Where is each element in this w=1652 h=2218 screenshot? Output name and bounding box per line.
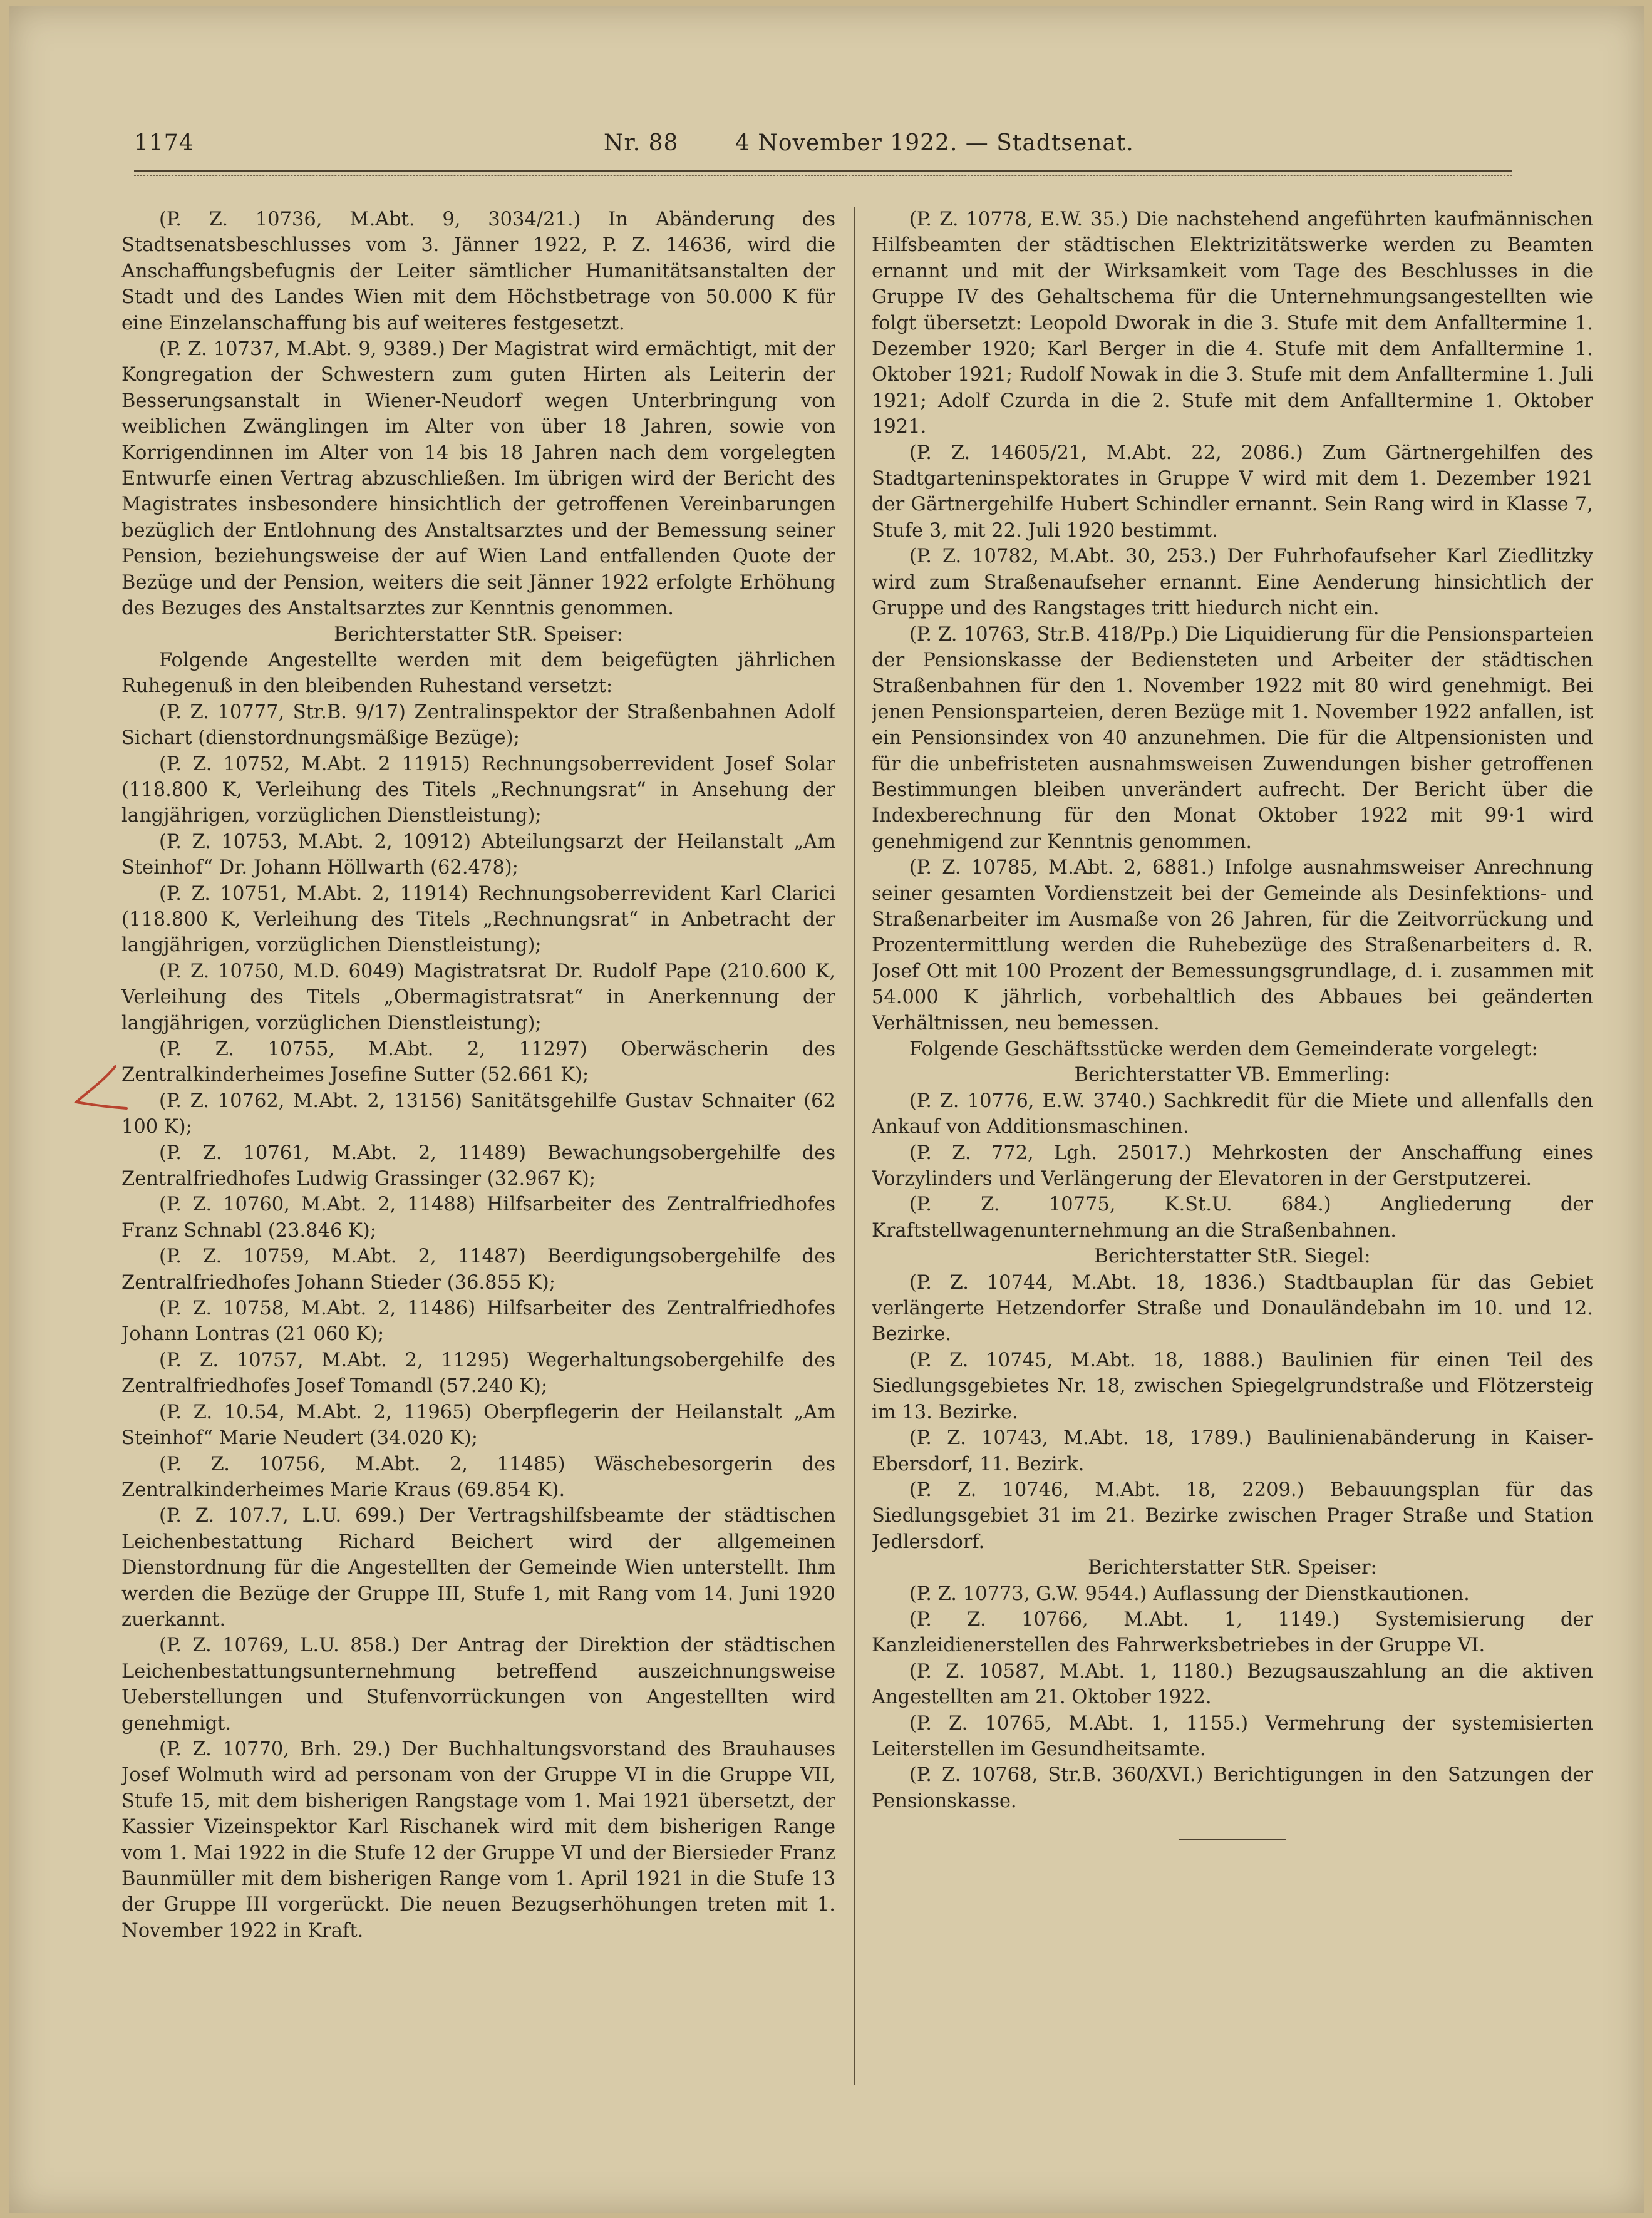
paragraph: (P. Z. 10751, M.Abt. 2, 11914) Rechnungsoberrevident Karl Clarici (118.800 K, Verleihung des Titels „Rechnungsrat“ in Anbetracht der langjährigen, vorzüglichen Dienstleistung); bbox=[121, 882, 835, 957]
paragraph: (P. Z. 10782, M.Abt. 30, 253.) Der Fuhrhofaufseher Karl Ziedlitzky wird zum Straßenaufseher ernannt. Eine Aenderung hinsichtlich der Gruppe und des Rangstages tritt hiedurch nicht ein. bbox=[872, 545, 1593, 620]
paragraph: (P. Z. 10775, K.St.U. 684.) Angliederung der Kraftstellwagenunternehmung an die Straßenbahnen. bbox=[872, 1194, 1593, 1242]
date-section: 4 November 1922. — Stadtsenat. bbox=[735, 130, 1134, 156]
paragraph: (P. Z. 10750, M.D. 6049) Magistratsrat Dr. Rudolf Pape (210.600 K, Verleihung des Titels „Obermagistratsrat“ in Anerkennung der langjährigen, vorzüglichen Dienstleistung); bbox=[121, 960, 835, 1034]
paragraph: (P. Z. 10762, M.Abt. 2, 13156) Sanitätsgehilfe Gustav Schnaiter (62 100 K); bbox=[121, 1090, 835, 1138]
paragraph: (P. Z. 10745, M.Abt. 18, 1888.) Baulinien für einen Teil des Siedlungsgebietes Nr. 18, zwischen Spiegelgrundstraße und Flötzersteig im 13. Bezirke. bbox=[872, 1349, 1593, 1423]
paragraph: (P. Z. 10768, Str.B. 360/XVI.) Berichtigungen in den Satzungen der Pensionskasse. bbox=[872, 1764, 1593, 1812]
paragraph: (P. Z. 10760, M.Abt. 2, 11488) Hilfsarbeiter des Zentralfriedhofes Franz Schnabl (23.846 K); bbox=[121, 1194, 835, 1242]
paragraph: (P. Z. 10746, M.Abt. 18, 2209.) Bebauungsplan für das Siedlungsgebiet 31 im 21. Bezirke zwischen Prager Straße und Station Jedlersdorf. bbox=[872, 1478, 1593, 1553]
page-number: 1174 bbox=[134, 130, 194, 156]
paragraph: (P. Z. 14605/21, M.Abt. 22, 2086.) Zum Gärtnergehilfen des Stadtgarteninspektorates in Gruppe V wird mit dem 1. Dezember 1921 der Gärtnergehilfe Hubert Schindler ernannt. Sein Rang wird in Klasse 7, Stufe 3, mit 22. Juli 1920 bestimmt. bbox=[872, 441, 1593, 542]
paragraph: (P. Z. 10737, M.Abt. 9, 9389.) Der Magistrat wird ermächtigt, mit der Kongregation der Schwestern zum guten Hirten als Leiterin der Besserungsanstalt in Wiener-Neudorf wegen Unterbringung von weiblichen Zwänglingen im Alter von über 18 Jahren, sowie von Korrigendinnen im Alter von 14 bis 18 Jahren nach dem vorgelegten Entwurfe einen Vertrag abzuschließen. Im übrigen wird der Bericht des Magistrates insbesondere hinsichtlich der getroffenen Vereinbarungen bezüglich der Entlohnung des Anstaltsarztes und der Bemessung seiner Pension, beziehungsweise der auf Wien Land entfallenden Quote der Bezüge und der Pension, weiters die seit Jänner 1922 erfolgte Erhöhung des Bezuges des Anstaltsarztes zur Kenntnis genommen. bbox=[121, 338, 835, 620]
reporter-heading: Berichterstatter VB. Emmerling: bbox=[1074, 1064, 1391, 1086]
paragraph: (P. Z. 10785, M.Abt. 2, 6881.) Infolge ausnahmsweiser Anrechnung seiner gesamten Vordienstzeit bei der Gemeinde als Desinfektions- und Straßenarbeiter im Ausmaße von 26 Jahren, für die Zeitvorrückung und Prozentermittlung werden die Ruhebezüge des Straßenarbeiters d. R. Josef Ott mit 100 Prozent der Bemessungsgrundlage, d. i. zusammen mit 54.000 K jährlich, vorbehaltlich des Abbaues bei geänderten Verhältnissen, neu bemessen. bbox=[872, 857, 1593, 1034]
red-pen-mark-icon bbox=[71, 1063, 128, 1113]
paragraph: (P. Z. 10763, Str.B. 418/Pp.) Die Liquidierung für die Pensionsparteien der Pensionskasse der Bediensteten und Arbeiter der städtischen Straßenbahnen für den 1. November 1922 mit 80 wird genehmigt. Bei jenen Pensionsparteien, deren Bezüge mit 1. November 1922 anfallen, ist ein Pensionsindex von 40 anzunehmen. Die für die Altpensionisten und für die unbefristeten ausnahmsweisen Zuwendungen bisher getroffenen Bestimmungen bleiben unverändert aufrecht. Der Bericht über die Indexberechnung für den Monat Oktober 1922 mit 99·1 wird genehmigend zur Kenntnis genommen. bbox=[872, 623, 1593, 853]
paragraph: (P. Z. 10753, M.Abt. 2, 10912) Abteilungsarzt der Heilanstalt „Am Steinhof“ Dr. Johann Höllwarth (62.478); bbox=[121, 830, 835, 879]
paragraph: (P. Z. 107.7, L.U. 699.) Der Vertragshilfsbeamte der städtischen Leichenbestattung Richard Beichert wird der allgemeinen Dienstordnung für die Angestellten der Gemeinde Wien unterstellt. Ihm werden die Bezüge der Gruppe III, Stufe 1, mit Rang vom 14. Juni 1920 zuerkannt. bbox=[121, 1505, 835, 1631]
header-rule-wavy bbox=[134, 175, 1512, 176]
paragraph: (P. Z. 10778, E.W. 35.) Die nachstehend angeführten kaufmännischen Hilfsbeamten der städtischen Elektrizitätswerke werden zu Beamten ernannt und mit der Wirksamkeit vom Tage des Beschlusses in die Gruppe IV des Gehaltschema für die Unternehmungsangestellten wie folgt übersetzt: Leopold Dworak in die 3. Stufe mit dem Anfalltermine 1. Dezember 1920; Karl Berger in die 4. Stufe mit dem Anfalltermine 1. Oktober 1921; Rudolf Nowak in die 3. Stufe mit dem Anfalltermine 1. Juli 1921; Adolf Czurda in die 2. Stufe mit dem Anfalltermine 1. Oktober 1921. bbox=[872, 209, 1593, 438]
paragraph: (P. Z. 10757, M.Abt. 2, 11295) Wegerhaltungsobergehilfe des Zentralfriedhofes Josef Tomandl (57.240 K); bbox=[121, 1349, 835, 1398]
paragraph: (P. Z. 772, Lgh. 25017.) Mehrkosten der Anschaffung eines Vorzylinders und Verlängerung der Elevatoren in der Gerstputzerei. bbox=[872, 1142, 1593, 1190]
paragraph: (P. Z. 10770, Brh. 29.) Der Buchhaltungsvorstand des Brauhauses Josef Wolmuth wird ad personam von der Gruppe VI in die Gruppe VII, Stufe 15, mit dem bisherigen Rangstage vom 1. Mai 1921 übersetzt, der Kassier Vizeinspektor Karl Rischanek wird mit dem bisherigen Range vom 1. Mai 1922 in die Stufe 12 der Gruppe VI und der Biersieder Franz Baunmüller mit dem bisherigen Range vom 1. April 1921 in die Stufe 13 der Gruppe III vorgerückt. Die neuen Bezugserhöhungen treten mit 1. November 1922 in Kraft. bbox=[121, 1738, 835, 1942]
paragraph: (P. Z. 10773, G.W. 9544.) Auflassung der Dienstkautionen. bbox=[909, 1582, 1470, 1605]
column-divider bbox=[854, 207, 855, 2085]
paragraph: (P. Z. 10761, M.Abt. 2, 11489) Bewachungsobergehilfe des Zentralfriedhofes Ludwig Grassinger (32.967 K); bbox=[121, 1142, 835, 1190]
paragraph: Folgende Angestellte werden mit dem beigefügten jährlichen Ruhegenuß in den bleibenden Ruhestand versetzt: bbox=[121, 649, 835, 698]
paragraph: Folgende Geschäftsstücke werden dem Gemeinderate vorgelegt: bbox=[909, 1038, 1538, 1060]
reporter-heading: Berichterstatter StR. Speiser: bbox=[1088, 1557, 1377, 1579]
left-column bbox=[121, 207, 835, 2173]
paragraph: (P. Z. 10759, M.Abt. 2, 11487) Beerdigungsobergehilfe des Zentralfriedhofes Johann Stieder (36.855 K); bbox=[121, 1246, 835, 1294]
paragraph: (P. Z. 10736, M.Abt. 9, 3034/21.) In Abänderung des Stadtsenatsbeschlusses vom 3. Jänner 1922, P. Z. 14636, wird die Anschaffungsbefugnis der Leiter sämtlicher Humanitätsanstalten der Stadt und des Landes Wien mit dem Höchstbetrage von 50.000 K für eine Einzelanschaffung bis auf weiteres festgesetzt. bbox=[121, 209, 835, 334]
paragraph: (P. Z. 10777, Str.B. 9/17) Zentralinspektor der Straßenbahnen Adolf Sichart (dienstordnungsmäßige Bezüge); bbox=[121, 701, 835, 750]
paragraph: (P. Z. 10776, E.W. 3740.) Sachkredit für die Miete und allenfalls den Ankauf von Additionsmaschinen. bbox=[872, 1090, 1593, 1138]
page-header bbox=[134, 130, 1136, 168]
reporter-heading: Berichterstatter StR. Siegel: bbox=[1094, 1246, 1371, 1268]
right-column bbox=[872, 207, 1593, 2085]
header-rule bbox=[134, 170, 1512, 172]
paragraph: (P. Z. 10743, M.Abt. 18, 1789.) Baulinienabänderung in Kaiser-Ebersdorf, 11. Bezirk. bbox=[872, 1427, 1593, 1475]
paragraph: (P. Z. 10752, M.Abt. 2 11915) Rechnungsoberrevident Josef Solar (118.800 K, Verleihung des Titels „Rechnungsrat“ in Ansehung der langjährigen, vorzüglichen Dienstleistung); bbox=[121, 753, 835, 827]
end-rule bbox=[1179, 1839, 1286, 1840]
paragraph: (P. Z. 10766, M.Abt. 1, 1149.) Systemisierung der Kanzleidienerstellen des Fahrwerksbetriebes in der Gruppe VI. bbox=[872, 1608, 1593, 1657]
reporter-heading: Berichterstatter StR. Speiser: bbox=[334, 623, 623, 646]
issue-number: Nr. 88 bbox=[604, 130, 679, 156]
paragraph: (P. Z. 10744, M.Abt. 18, 1836.) Stadtbauplan für das Gebiet verlängerte Hetzendorfer Straße und Donauländebahn im 10. und 12. Bezirke. bbox=[872, 1271, 1593, 1346]
paragraph: (P. Z. 10765, M.Abt. 1, 1155.) Vermehrung der systemisierten Leiterstellen im Gesundheitsamte. bbox=[872, 1712, 1593, 1760]
newspaper-page bbox=[9, 6, 1644, 2213]
paragraph: (P. Z. 10587, M.Abt. 1, 1180.) Bezugsauszahlung an die aktiven Angestellten am 21. Oktober 1922. bbox=[872, 1660, 1593, 1709]
paragraph: (P. Z. 10.54, M.Abt. 2, 11965) Oberpflegerin der Heilanstalt „Am Steinhof“ Marie Neudert (34.020 K); bbox=[121, 1401, 835, 1450]
paragraph: (P. Z. 10769, L.U. 858.) Der Antrag der Direktion der städtischen Leichenbestattungsunternehmung betreffend auszeichnungsweise Ueberstellungen und Stufenvorrückungen von Angestellten wird genehmigt. bbox=[121, 1634, 835, 1735]
paragraph: (P. Z. 10758, M.Abt. 2, 11486) Hilfsarbeiter des Zentralfriedhofes Johann Lontras (21 060 K); bbox=[121, 1297, 835, 1346]
paragraph: (P. Z. 10756, M.Abt. 2, 11485) Wäschebesorgerin des Zentralkinderheimes Marie Kraus (69.854 K). bbox=[121, 1453, 835, 1501]
paragraph: (P. Z. 10755, M.Abt. 2, 11297) Oberwäscherin des Zentralkinderheimes Josefine Sutter (52.661 K); bbox=[121, 1038, 835, 1086]
